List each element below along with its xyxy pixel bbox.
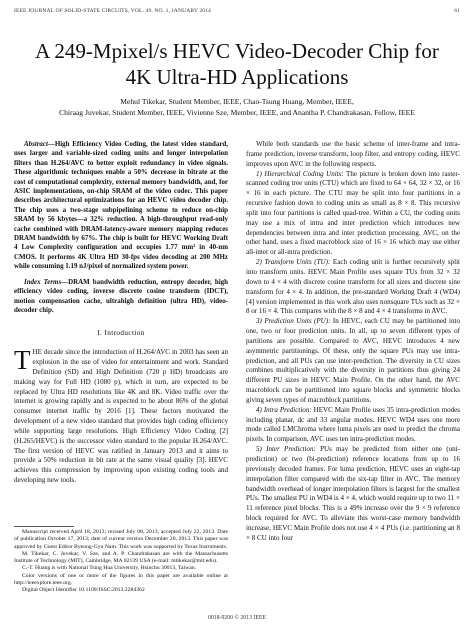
index-terms-text: DRAM bandwidth reduction, entropy decoder, high efficiency video coding, inverse discrete cosine transform (IDCT), motion compensation cache, ultrahigh definition (ultra HD), video-decoder chip.: [14, 277, 228, 314]
body-paragraph-prediction-units: [246, 317, 460, 406]
coding-units-text: The picture is broken down into raster-scanned coding tree units (CTU) which are fixed to 64 × 64, 32 × 32, or 16 × 16 in each picture. The CTU may be split into four partitions in a recursive fashion down to coding units as small as 8 × 8. This recursive split into four partitions is called quad-tree. Within a CU, the coding units may use a mix of intra and inter prediction which introduces new dependencies between intra and inter prediction processing. AVC, on the other hand, uses a fixed macroblock size of 16 × 16 which may use either all-inter or all-intra prediction.: [246, 169, 460, 257]
authors-line-1: Mehul Tikekar, Student Member, IEEE, Chao-Tsung Huang, Member, IEEE,: [120, 97, 354, 106]
footnotes: [14, 526, 228, 595]
body-paragraph-inter-prediction: [246, 445, 460, 543]
footnote-rule: [14, 526, 74, 527]
index-terms: [14, 278, 228, 316]
abstract-text: High Efficiency Video Coding, the latest video standard, uses larger and variable-sized coding units and longer interpolation filters than H.264/AVC to better exploit redundancy in video signals. These algorithmic techniques enable a 50% decrease in bitrate at the cost of computational complexity, external memory bandwidth, and, for ASIC implementations, on-chip SRAM of the video codec. This paper describes architectural optimizations for an HEVC video decoder chip. The chip uses a two-stage subpipelining scheme to reduce on-chip SRAM by 56 kbytes—a 32% reduction. A high-throughput read-only cache combined with DRAM-latency-aware memory mapping reduces DRAM bandwidth by 67%. The chip is built for HEVC Working Draft 4 Low Complexity configuration and occupies 1.77 mm² in 40-nm CMOS. It performs 4K Ultra HD 30-fps video decoding at 200 MHz while consuming 1.19 nJ/pixel of normalized system power.: [14, 140, 228, 271]
footnote-affiliation-mit: M. Tikekar, C. Juvekar, V. Sze, and A. P. Chandrakasan are with the Massachusetts Institute of Technology (MIT), Cambridge, MA 02139 USA (e-mail: mtikekar@mit.edu).: [14, 550, 228, 565]
coding-units-label: 1) Hierarchical Coding Units:: [256, 169, 344, 178]
prediction-units-text: In HEVC, each CU may be partitioned into one, two or four prediction units. In all, up to seven different types of partitions are possible. Compared to AVC, HEVC introduces 4 new asymmetric partitionings. Of these, only the square PUs may use intra-prediction, and all PUs can use inter-prediction. The diversity in CU sizes combines multiplicatively with the diversity in partitions thus giving 24 different PU sizes in HEVC Main Profile. On the other hand, the AVC macroblock can be partitioned into square blocks and symmetric blocks giving seven types of macroblock partitions.: [246, 317, 460, 404]
section-heading-introduction: I. Introduction: [97, 329, 145, 338]
abstract-label: Abstract—: [24, 140, 55, 148]
footnote-affiliation-nthu: C.-T. Huang is with National Tsing Hua University, Hsinchu 30013, Taiwan.: [22, 565, 197, 572]
title-line-1: A 249-Mpixel/s HEVC Video-Decoder Chip for: [35, 39, 439, 63]
footnote-doi: Digital Object Identifier 10.1109/JSSC.2013.2284362: [22, 587, 145, 594]
drop-cap: T: [14, 345, 31, 376]
left-column: [14, 140, 228, 486]
intro-paragraph: [14, 345, 228, 486]
copyright-footer: 0018-9200 © 2013 IEEE: [207, 615, 267, 621]
intra-prediction-text: HEVC Main Profile uses 35 intra-prediction modes including planar, dc and 33 angular modes. HEVC WD4 uses one more mode called LMChroma where luma pixels are used to predict the chroma pixels. In comparison, AVC uses ten intra-prediction modes.: [246, 405, 460, 444]
body-paragraph-coding-units: [246, 170, 460, 259]
authors-line-2: Chiraag Juvekar, Student Member, IEEE, Vivienne Sze, Member, IEEE, and Anantha P. Chandrakasan, Fellow, IEEE: [59, 108, 415, 117]
body-paragraph-1: While both standards use the basic scheme of inter-frame and intra-frame prediction, inverse transform, loop filter, and entropy coding, HEVC improves upon AVC in the following respects.: [246, 140, 460, 168]
body-paragraph-transform-units: [246, 258, 460, 317]
paper-title: [0, 38, 474, 90]
footnote-color-versions: Color versions of one or more of the figures in this paper are available online at http://ieeexplore.ieee.org.: [14, 572, 228, 587]
transform-units-label: 2) Transform Units (TU):: [256, 258, 331, 267]
inter-prediction-text: PUs may be predicted from either one (uni-prediction) or two (bi-prediction) reference locations from up to 16 previously decoded frames. For luma prediction, HEVC uses an eight-tap interpolation filter compared with the six-tap filter in AVC. The memory bandwidth overhead of longer interpolation filters is largest for the smallest PUs. The smallest PU in WD4 is 4 × 4, which would require up to two 11 × 11 reference pixel blocks. This is a 49% increase over the 9 × 9 reference block required for AVC. To alleviate this worst-case memory bandwidth increase, HEVC Main Profile does not use 4 × 4 PUs (i.e. partitioning an 8 × 8 CU into four: [246, 445, 460, 542]
body-paragraph-intra-prediction: [246, 406, 460, 445]
intra-prediction-label: 4) Intra Prediction:: [256, 405, 312, 414]
prediction-units-label: 3) Prediction Units (PU):: [256, 317, 331, 326]
right-column: [246, 140, 460, 544]
index-terms-label: Index Terms—: [24, 277, 69, 286]
abstract: [14, 140, 228, 272]
title-line-2: 4K Ultra-HD Applications: [125, 65, 349, 89]
intro-text: HE decade since the introduction of H.264/AVC in 2003 has seen an explosion in the use of video for entertainment and work. Standard Definition (SD) and High Definition (720 p HD) broadcasts are making way for Full HD (1080 p), which in turn, are expected to be replaced by Ultra HD resolutions like 4K and 8K. Video traffic over the internet is growing rapidly and is expected to be about 86% of the global consumer internet traffic by 2016 [1]. These factors motivated the development of a new video standard that provides high coding efficiency while supporting large resolutions. High Efficiency Video Coding [2] (H.265/HEVC) is the successor video standard to the popular H.264/AVC. The first version of HEVC was ratified in January 2013 and it aims to provide a 50% reduction in bit rate at the same visual quality [3]. HEVC achieves this compression by improving upon existing coding tools and developing new tools.: [14, 348, 228, 485]
footnote-manuscript: Manuscript received April 18, 2013; revised July 08, 2013; accepted July 22, 2013. Date of publication October 17, 2013; date of current version December 20, 2013. This paper was approved by Guest Editor Byeong-Gyu Nam. This work was supported by Texas Instruments.: [14, 529, 228, 550]
page-number: 61: [454, 8, 460, 14]
running-header: [14, 8, 460, 18]
inter-prediction-label: 5) Inter Prediction:: [256, 445, 316, 454]
author-list: [0, 96, 474, 118]
transform-units-text: Each coding unit is further recursively split into transform units. HEVC Main Profile uses square TUs from 32 × 32 down to 4 × 4 with discrete cosine transform for all sizes and discrete sine transform for 4 × 4. In addition, the pre-standard Working Draft 4 (WD4) [4] version implemented in this work also uses nonsquare TUs such as 32 × 8 or 16 × 4. This compares with the 8 × 8 and 4 × 4 transforms in AVC.: [246, 258, 460, 316]
journal-name: IEEE JOURNAL OF SOLID-STATE CIRCUITS, VOL. 49, NO. 1, JANUARY 2014: [14, 8, 211, 14]
